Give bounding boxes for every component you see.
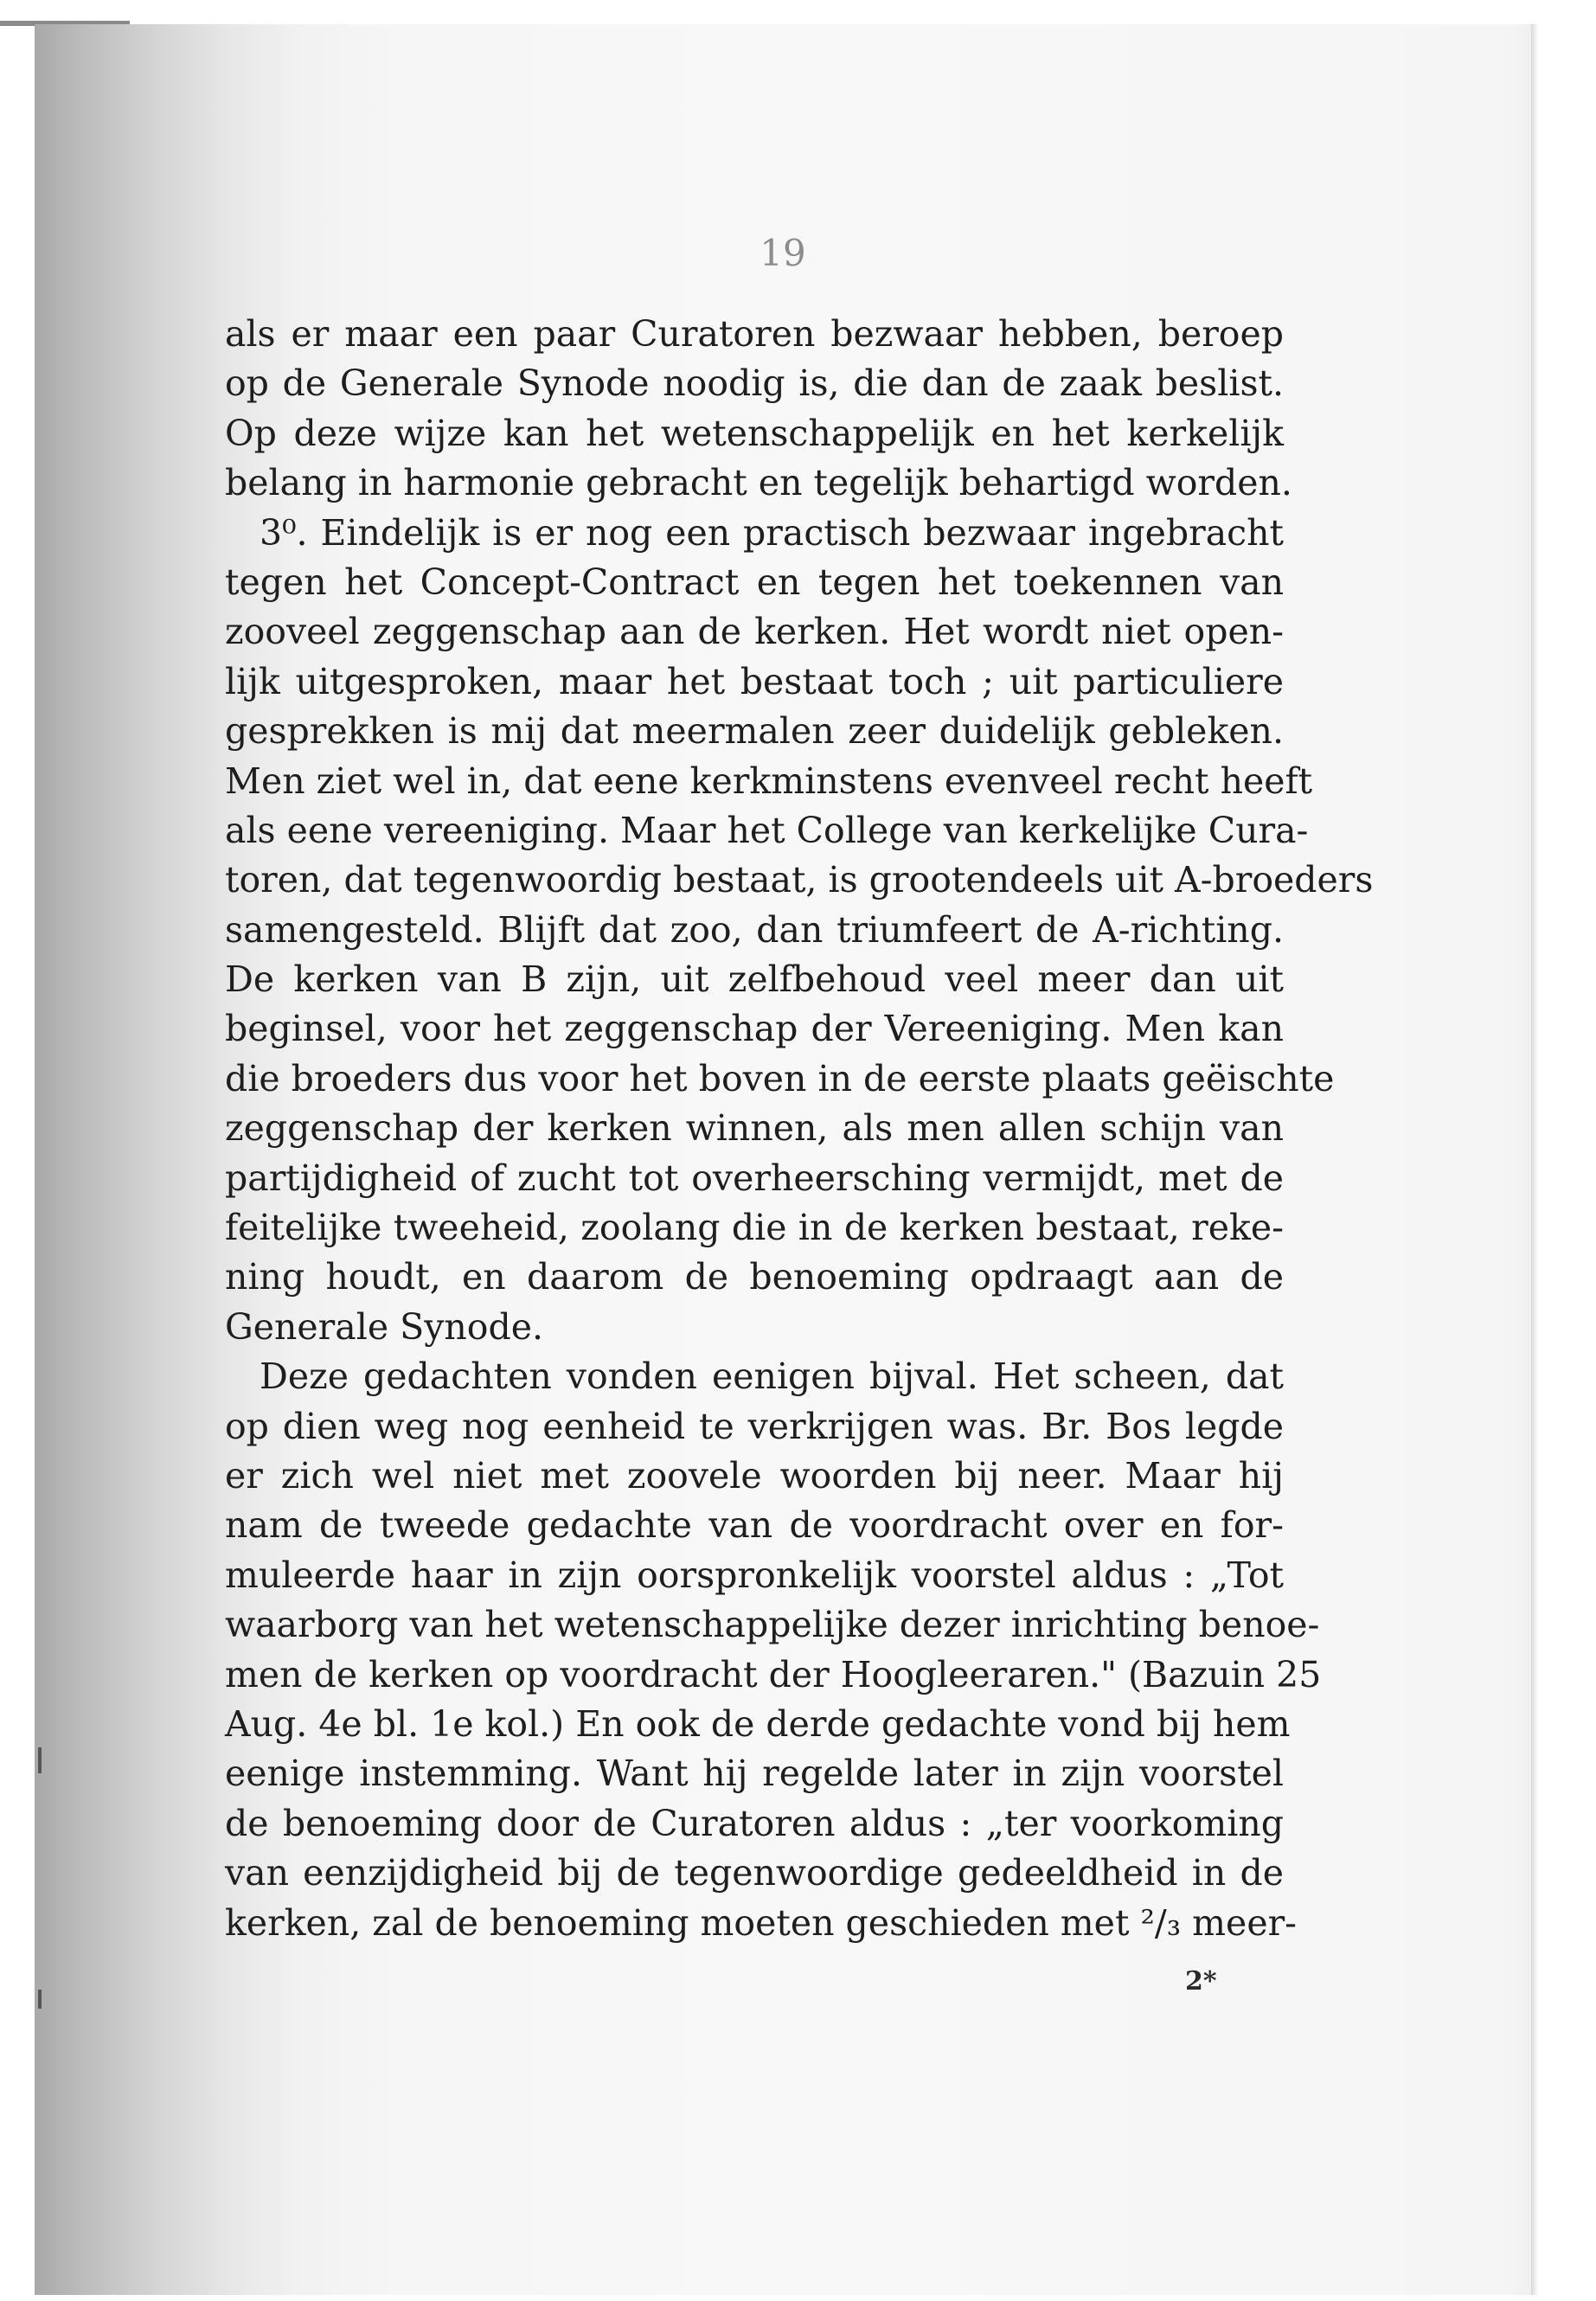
text-line: feitelijke tweeheid, zoolang die in de kerken bestaat, reke-	[225, 1207, 1284, 1249]
text-line: als er maar een paar Curatoren bezwaar hebben, beroep	[225, 313, 1284, 355]
text-line: samengesteld. Blijft dat zoo, dan triumfeert de A-richting.	[225, 908, 1284, 951]
text-line: De kerken van B zijn, uit zelfbehoud veel meer dan uit	[225, 958, 1284, 1001]
text-line: toren, dat tegenwoordig bestaat, is grootendeels uit A-broeders	[225, 859, 1374, 901]
page-number: 19	[760, 232, 806, 274]
text-line: eenige instemming. Want hij regelde later in zijn voorstel	[225, 1753, 1284, 1795]
text-line: Men ziet wel in, dat eene kerkminstens evenveel recht heeft	[225, 760, 1313, 802]
text-line: partijdigheid of zucht tot overheersching vermijdt, met de	[225, 1157, 1284, 1199]
text-line: belang in harmonie gebracht en tegelijk behartigd worden.	[225, 462, 1292, 504]
page-edge-shadow	[1531, 24, 1538, 2295]
text-line: de benoeming door de Curatoren aldus : „ter voorkoming	[225, 1802, 1284, 1844]
signature-mark: 2*	[1185, 1966, 1217, 1997]
text-line: op dien weg nog eenheid te verkrijgen was. Br. Bos legde	[225, 1405, 1284, 1447]
text-line: men de kerken op voordracht der Hoogleeraren." (Bazuin 25	[225, 1653, 1322, 1695]
text-line: die broeders dus voor het boven in de eerste plaats geëischte	[225, 1057, 1335, 1099]
text-line: tegen het Concept-Contract en tegen het toekennen van	[225, 561, 1284, 603]
text-line: van eenzijdigheid bij de tegenwoordige gedeeldheid in de	[225, 1852, 1284, 1894]
text-line: Aug. 4e bl. 1e kol.) En ook de derde gedachte vond bij hem	[225, 1702, 1291, 1745]
body-text	[225, 310, 1374, 1948]
text-line: Generale Synode.	[225, 1305, 544, 1348]
text-line: er zich wel niet met zoovele woorden bij neer. Maar hij	[225, 1454, 1284, 1497]
text-line: waarborg van het wetenschappelijke dezer inrichting benoe-	[225, 1604, 1320, 1646]
text-line: Deze gedachten vonden eenigen bijval. Het scheen, dat	[260, 1356, 1284, 1398]
scan-edge-mark	[38, 1747, 42, 1773]
text-line: op de Generale Synode noodig is, die dan de zaak beslist.	[225, 362, 1284, 405]
text-line: 3⁰. Eindelijk is er nog een practisch bezwaar ingebracht	[260, 511, 1284, 554]
text-line: als eene vereeniging. Maar het College van kerkelijke Cura-	[225, 809, 1309, 851]
text-line: Op deze wijze kan het wetenschappelijk en het kerkelijk	[225, 412, 1284, 454]
text-line: zeggenschap der kerken winnen, als men allen schijn van	[225, 1107, 1284, 1150]
text-line: ning houdt, en daarom de benoeming opdraagt aan de	[225, 1256, 1284, 1298]
text-line: zooveel zeggenschap aan de kerken. Het wordt niet open-	[225, 611, 1284, 653]
text-line: muleerde haar in zijn oorspronkelijk voorstel aldus : „Tot	[225, 1554, 1284, 1596]
text-line: lijk uitgesproken, maar het bestaat toch ; uit particuliere	[225, 660, 1284, 702]
book-page	[35, 24, 1531, 2295]
scan-edge-mark	[38, 1990, 42, 2009]
text-line: gesprekken is mij dat meermalen zeer duidelijk gebleken.	[225, 710, 1284, 753]
text-line: beginsel, voor het zeggenschap der Vereeniging. Men kan	[225, 1008, 1284, 1050]
text-line: nam de tweede gedachte van de voordracht over en for-	[225, 1504, 1284, 1547]
text-line: kerken, zal de benoeming moeten geschieden met ²/₃ meer-	[225, 1901, 1298, 1944]
